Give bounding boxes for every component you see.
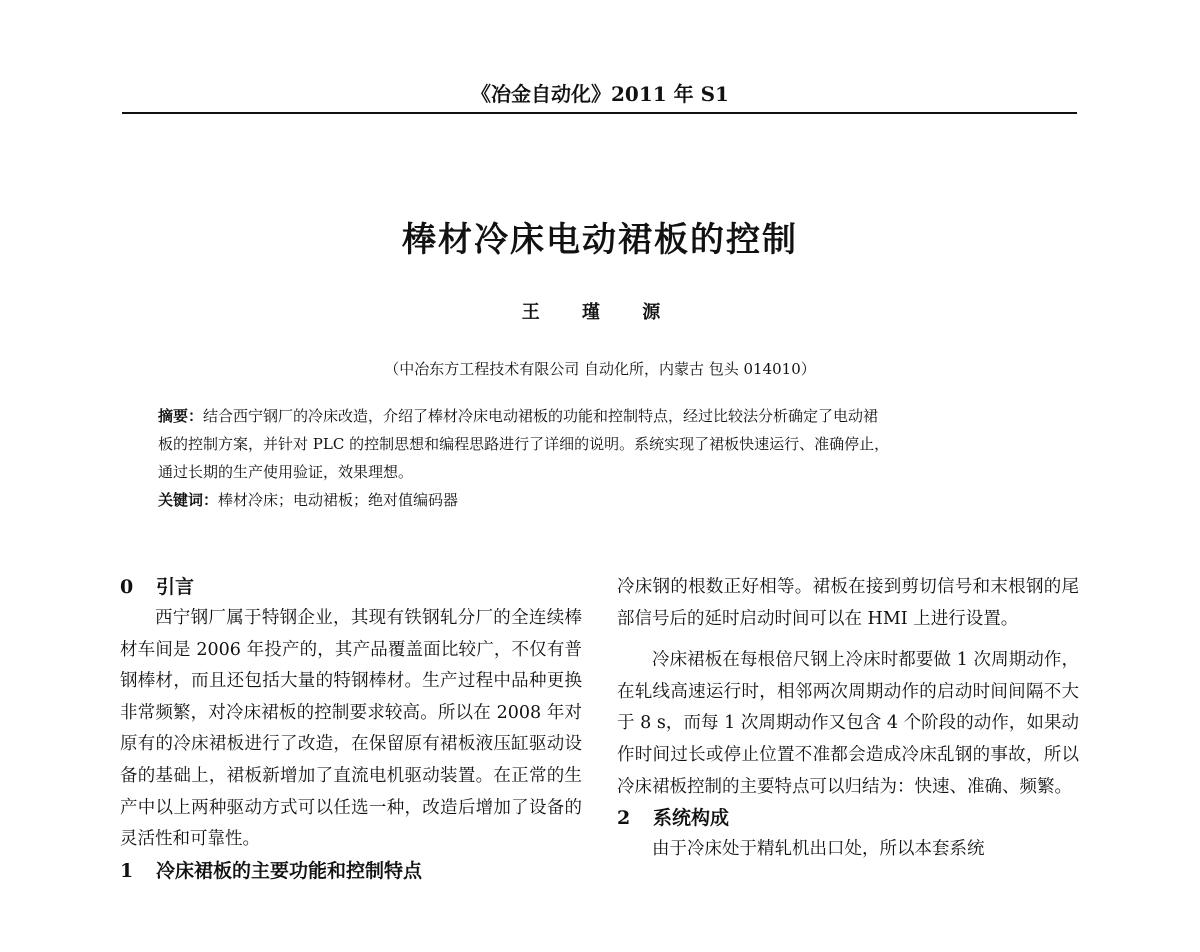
- abstract-text-1: 结合西宁钢厂的冷床改造，介绍了棒材冷床电动裙板的功能和控制特点，经过比较法分析确定了电动裙: [203, 407, 879, 425]
- article-title: 棒材冷床电动裙板的控制: [402, 220, 798, 260]
- abstract-block: [158, 402, 1048, 514]
- right-paragraph-1: 冷床钢的根数正好相等。裙板在接到剪切信号和末根钢的尾部信号后的延时启动时间可以在 HMI 上进行设置。: [617, 577, 1079, 629]
- section-1-heading: [120, 856, 582, 887]
- section-1-title: 冷床裙板的主要功能和控制特点: [156, 859, 423, 882]
- keywords-line: [158, 486, 1048, 514]
- abstract-label: 摘要：: [158, 407, 204, 425]
- keywords-text: 棒材冷床；电动裙板；绝对值编码器: [218, 491, 459, 509]
- keywords-label: 关键词：: [158, 491, 219, 509]
- section-1-number: 1: [120, 859, 134, 882]
- section-0-number: 0: [120, 576, 134, 598]
- right-paragraph-2: 冷床裙板在每根倍尺钢上冷床时都要做 1 次周期动作，在轧线高速运行时，相邻两次周期动作的启动时间间隔不大于 8 s，而每 1 次周期动作又包含 4 个阶段的动作，如果动作时间过长或停止位置不准都会造成冷床乱钢的事故，所以冷床裙板控制的主要特点可以归结为：快速、准确、频繁。: [617, 650, 1079, 797]
- header-rule: [122, 112, 1077, 114]
- article-author: 王 瑾 源: [521, 302, 679, 323]
- section-2-heading: [617, 803, 1079, 834]
- section-2-number: 2: [617, 807, 631, 830]
- abstract-line-3: 通过长期的生产使用验证，效果理想。: [158, 463, 414, 481]
- section-2-title: 系统构成: [653, 807, 730, 830]
- section-0-title: 引言: [156, 576, 195, 598]
- section-0-heading: [120, 572, 582, 603]
- right-paragraph-3: 由于冷床处于精轧机出口处，所以本套系统: [652, 839, 985, 860]
- abstract-line-2: 板的控制方案，并针对 PLC 的控制思想和编程思路进行了详细的说明。系统实现了裙板快速运行、准确停止，: [158, 435, 890, 453]
- journal-header: 《冶金自动化》2011 年 S1: [471, 82, 729, 106]
- left-column: [120, 572, 582, 887]
- intro-paragraph: 西宁钢厂属于特钢企业，其现有铁钢轧分厂的全连续棒材车间是 2006 年投产的，其产品覆盖面比较广，不仅有普钢棒材，而且还包括大量的特钢棒材。生产过程中品种更换非常频繁，对冷床裙板的控制要求较高。所以在 2008 年对原有的冷床裙板进行了改造，在保留原有裙板液压缸驱动设备的基础上，裙板新增加了直流电机驱动装置。在正常的生产中以上两种驱动方式可以任选一种，改造后增加了设备的灵活性和可靠性。: [120, 608, 582, 850]
- abstract-line-1: [158, 402, 1048, 430]
- right-column: [617, 572, 1079, 866]
- article-affiliation: （中冶东方工程技术有限公司 自动化所，内蒙古 包头 014010）: [384, 360, 816, 378]
